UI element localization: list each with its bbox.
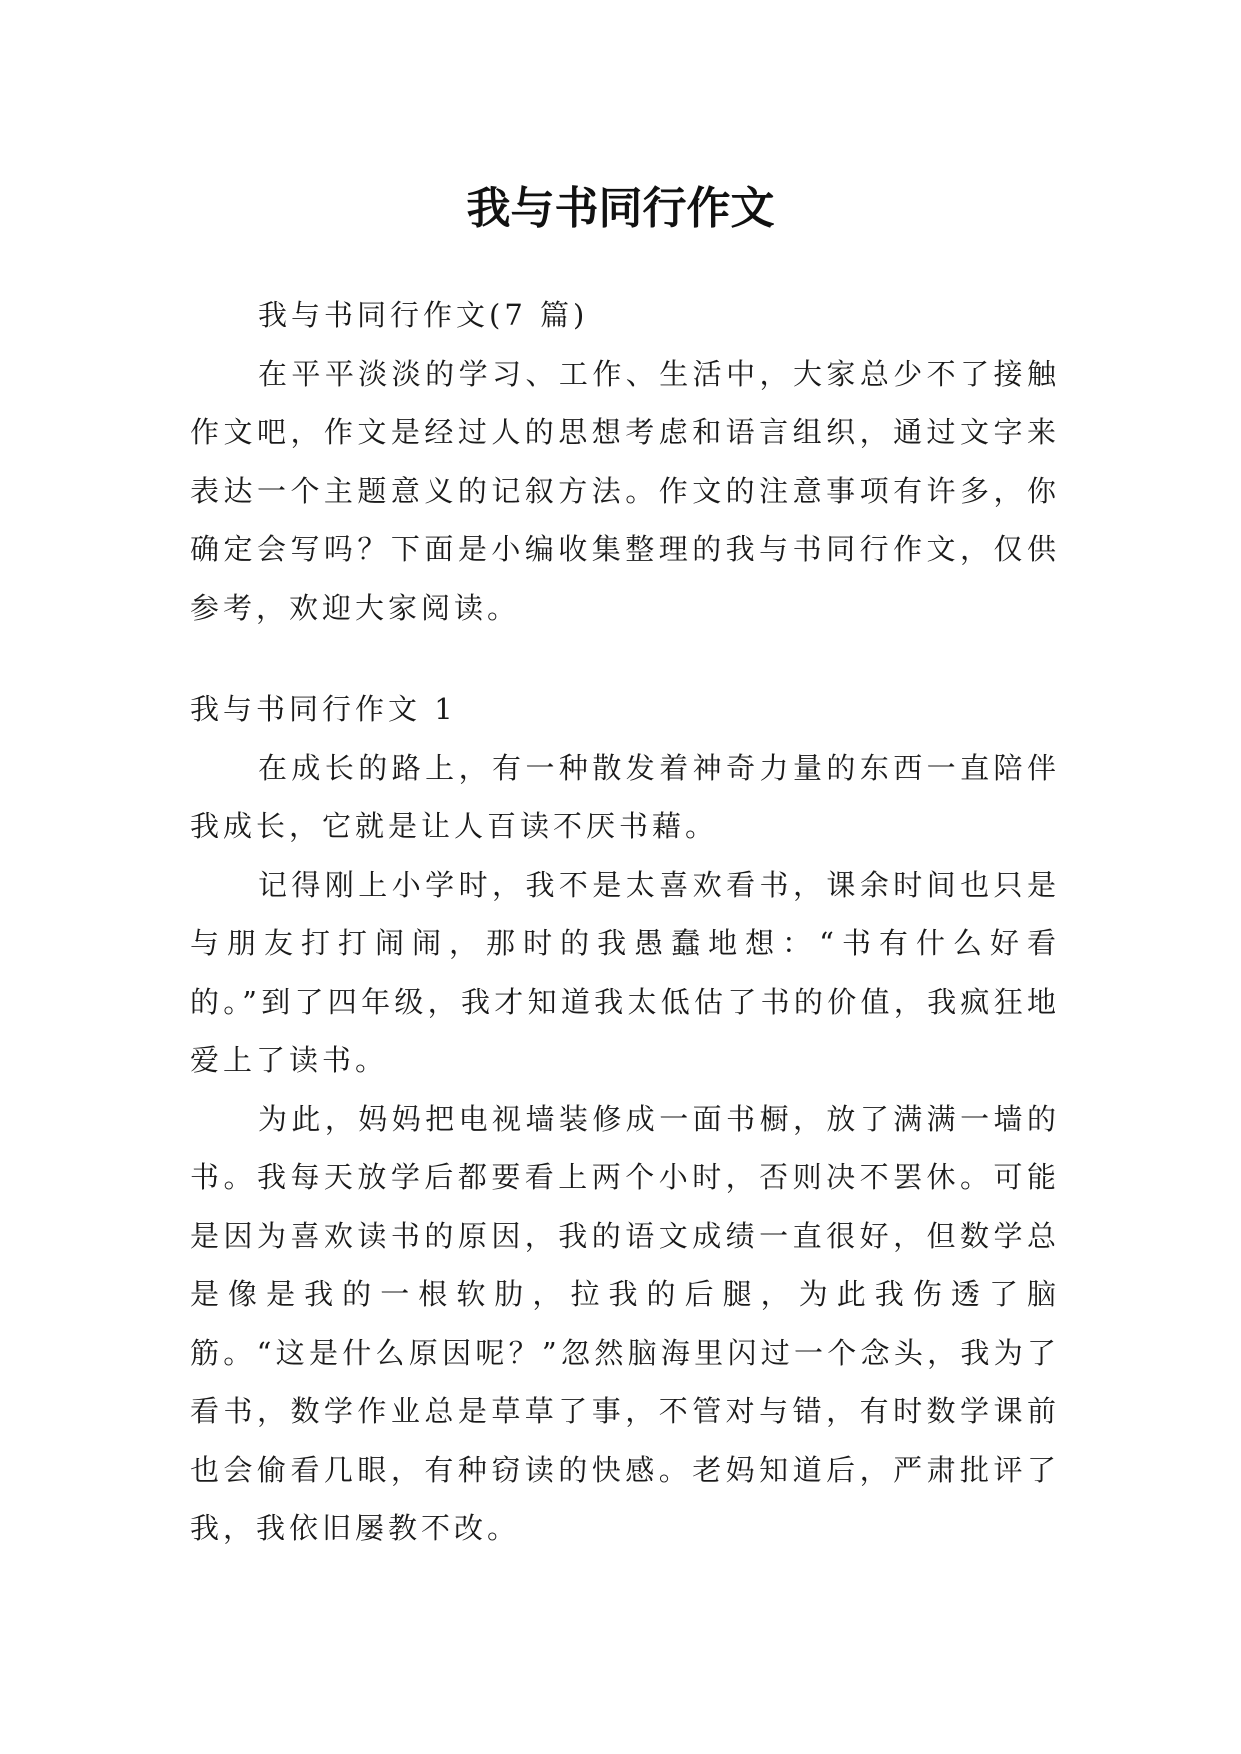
essay-1-paragraph: 在成长的路上，有一种散发着神奇力量的东西一直陪伴我成长，它就是让人百读不厌书藉。: [190, 750, 1060, 843]
page-title: 我与书同行作文: [466, 183, 775, 235]
essay-1-heading: 我与书同行作文 1: [190, 692, 457, 726]
essay-1-paragraph: 为此，妈妈把电视墙装修成一面书橱，放了满满一墙的书。我每天放学后都要看上两个小时，否则决不罢休。可能是因为喜欢读书的原因，我的语文成绩一直很好，但数学总是像是我的一根软肋，拉我的后腿，为此我伤透了脑筋。“这是什么原因呢？”忽然脑海里闪过一个念头，我为了看书，数学作业总是草草了事，不管对与错，有时数学课前也会偷看几眼，有种窃读的快感。老妈知道后，严肃批评了我，我依旧屡教不改。: [190, 1101, 1060, 1545]
intro-section: [190, 286, 1060, 637]
essay-1-section: [190, 680, 1060, 1558]
intro-paragraph: 在平平淡淡的学习、工作、生活中，大家总少不了接触作文吧，作文是经过人的思想考虑和语言组织，通过文字来表达一个主题意义的记叙方法。作文的注意事项有许多，你确定会写吗？下面是小编收集整理的我与书同行作文，仅供参考，欢迎大家阅读。: [190, 356, 1060, 625]
subtitle: 我与书同行作文(7 篇): [258, 298, 589, 332]
essay-1-paragraph: 记得刚上小学时，我不是太喜欢看书，课余时间也只是与朋友打打闹闹，那时的我愚蠢地想：“书有什么好看的。”到了四年级，我才知道我太低估了书的价值，我疯狂地爱上了读书。: [190, 867, 1060, 1077]
